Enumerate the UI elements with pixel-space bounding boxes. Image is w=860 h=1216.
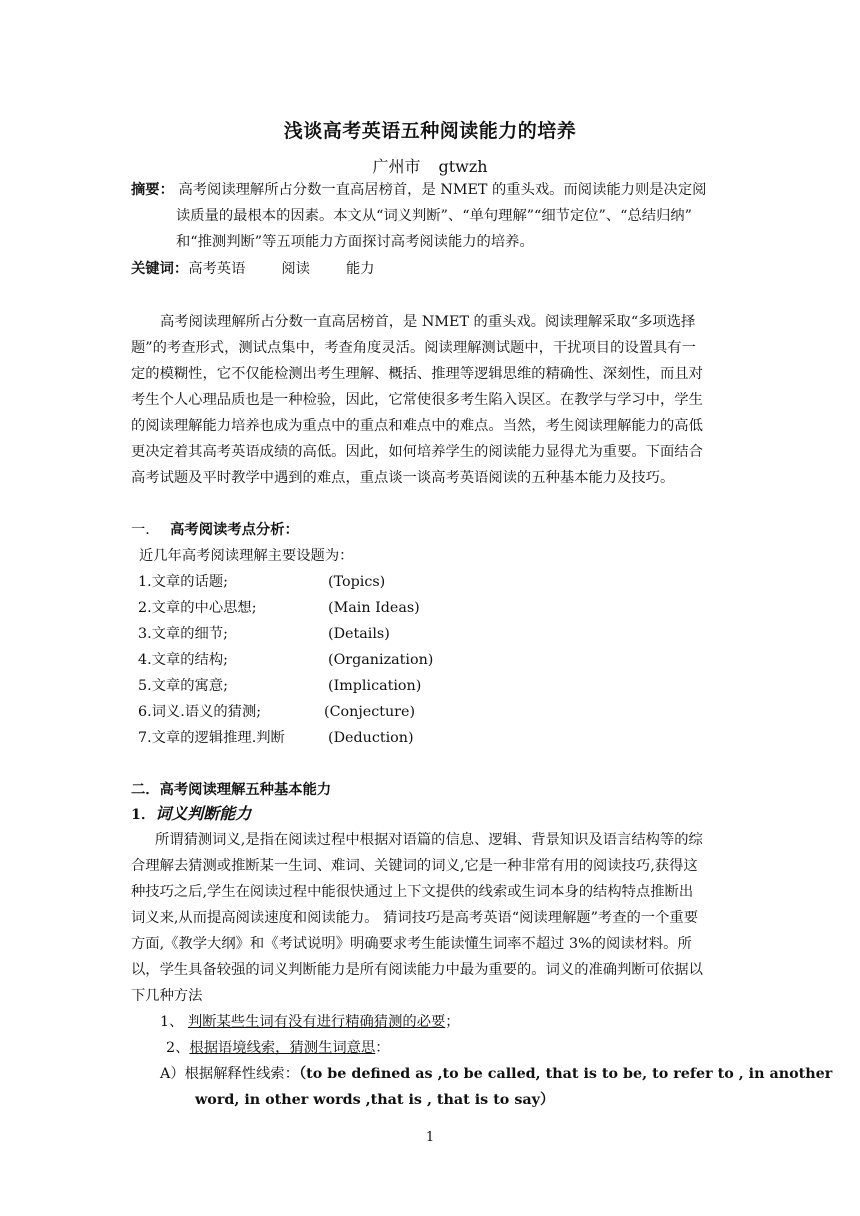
list-item-en: (Topics) [328, 574, 386, 590]
list-item-en: (Main Ideas) [328, 600, 420, 616]
intro-line: 高考阅读理解所占分数一直高居榜首，是 NMET 的重头戏。阅读理解采取“多项选择 [160, 314, 696, 330]
point-text: 根据语境线索，猜测生词意思 [189, 1040, 376, 1056]
list-item-cn: 3.文章的细节; [138, 626, 228, 642]
list-item-cn: 1.文章的话题; [138, 574, 228, 590]
body-line: 下几种方法 [131, 988, 203, 1004]
keyword-item: 能力 [345, 261, 375, 277]
subheading-title: 词义判断能力 [155, 804, 252, 823]
body-line: 种技巧之后,学生在阅读过程中能很快通过上下文提供的线索或生词本身的结构特点推断出 [131, 884, 694, 900]
body-line: 词义来,从而提高阅读速度和阅读能力。 猜词技巧是高考英语“阅读理解题”考查的一个重要 [131, 910, 698, 926]
point-number: 1、 [160, 1014, 184, 1030]
section1-title: 高考阅读考点分析： [170, 522, 299, 538]
keywords-line [131, 259, 411, 279]
section2-heading: 二．高考阅读理解五种基本能力 [131, 782, 332, 798]
page-number: 1 [425, 1130, 435, 1145]
list-item [138, 572, 638, 592]
abstract-text-1: 高考阅读理解所占分数一直高居榜首，是 NMET 的重头戏。而阅读能力则是决定阅 [178, 182, 707, 198]
author-city: 广州市 [372, 157, 421, 176]
intro-line: 更决定着其高考英语成绩的高低。因此，如何培养学生的阅读能力显得尤为重要。下面结合 [131, 444, 703, 460]
body-line: 以，学生具备较强的词义判断能力是所有阅读能力中最为重要的。词义的准确判断可依据以 [131, 962, 703, 978]
intro-line: 定的模糊性，它不仅能检测出考生理解、概括、推理等逻辑思维的精确性、深刻性，而且对 [131, 366, 703, 382]
section2-subheading [131, 804, 251, 825]
list-item-cn: 4.文章的结构; [138, 652, 228, 668]
section1-number: 一． [131, 522, 160, 538]
clue-line-1 [160, 1064, 832, 1084]
intro-line: 高考试题及平时教学中遇到的难点，重点谈一谈高考英语阅读的五种基本能力及技巧。 [131, 470, 675, 486]
intro-line: 题”的考查形式，测试点集中，考查角度灵活。阅读理解测试题中，干扰项目的设置具有一 [131, 340, 696, 356]
clue-prefix: A）根据解释性线索： [160, 1066, 299, 1082]
author-line [0, 154, 860, 177]
keywords-label: 关键词： [131, 261, 189, 277]
list-item [138, 624, 638, 644]
body-line: 方面,《教学大纲》和《考试说明》明确要求考生能读懂生词率不超过 3%的阅读材料。所 [131, 936, 692, 952]
point-number: 2、 [166, 1040, 190, 1056]
list-item-en: (Conjecture) [324, 704, 416, 720]
page-title: 浅谈高考英语五种阅读能力的培养 [283, 120, 577, 142]
list-item-en: (Organization) [328, 652, 434, 668]
abstract-line-2: 读质量的最根本的因素。本文从“词义判断”、“单句理解”“细节定位”、“总结归纳” [176, 208, 692, 224]
list-item [138, 598, 638, 618]
list-item [138, 676, 638, 696]
point-punct: ； [445, 1014, 460, 1030]
keyword-item: 高考英语 [188, 261, 246, 277]
list-item-cn: 7.文章的逻辑推理.判断 [138, 730, 285, 746]
point-text: 判断某些生词有没有进行精确猜测的必要 [187, 1014, 446, 1030]
abstract-label: 摘要： [131, 182, 174, 198]
abstract-line-3: 和“推测判断”等五项能力方面探讨高考阅读能力的培养。 [176, 234, 534, 250]
clue-line-2: word, in other words ,that is , that is to say） [195, 1092, 555, 1108]
list-item-en: (Deduction) [328, 730, 414, 746]
list-item [138, 728, 638, 748]
keyword-item: 阅读 [281, 261, 310, 277]
clue-phrases: （to be defined as ,to be called, that is to be, to refer to , in another [299, 1066, 833, 1082]
section1-lead: 近几年高考阅读理解主要设题为： [139, 548, 354, 564]
author-name: gtwzh [438, 157, 488, 176]
method-point-1 [160, 1012, 460, 1032]
abstract-line-1 [131, 180, 706, 200]
list-item-cn: 5.文章的寓意; [138, 678, 228, 694]
body-line: 所谓猜测词义,是指在阅读过程中根据对语篇的信息、逻辑、背景知识及语言结构等的综 [155, 832, 703, 848]
list-item [138, 650, 638, 670]
subheading-number: 1． [131, 807, 156, 823]
intro-line: 考生个人心理品质也是一种检验，因此，它常使很多考生陷入误区。在教学与学习中，学生 [131, 392, 703, 408]
intro-line: 的阅读理解能力培养也成为重点中的重点和难点中的难点。当然，考生阅读理解能力的高低 [131, 418, 703, 434]
list-item-en: (Details) [328, 626, 390, 642]
list-item [138, 702, 638, 722]
method-point-2 [166, 1038, 390, 1058]
list-item-en: (Implication) [328, 678, 422, 694]
list-item-cn: 6.词义.语义的猜测; [138, 704, 262, 720]
list-item-cn: 2.文章的中心思想; [138, 600, 257, 616]
body-line: 合理解去猜测或推断某一生词、难词、关键词的词义,它是一种非常有用的阅读技巧,获得这 [131, 858, 698, 874]
section1-heading [131, 520, 299, 540]
point-punct: ： [375, 1040, 390, 1056]
